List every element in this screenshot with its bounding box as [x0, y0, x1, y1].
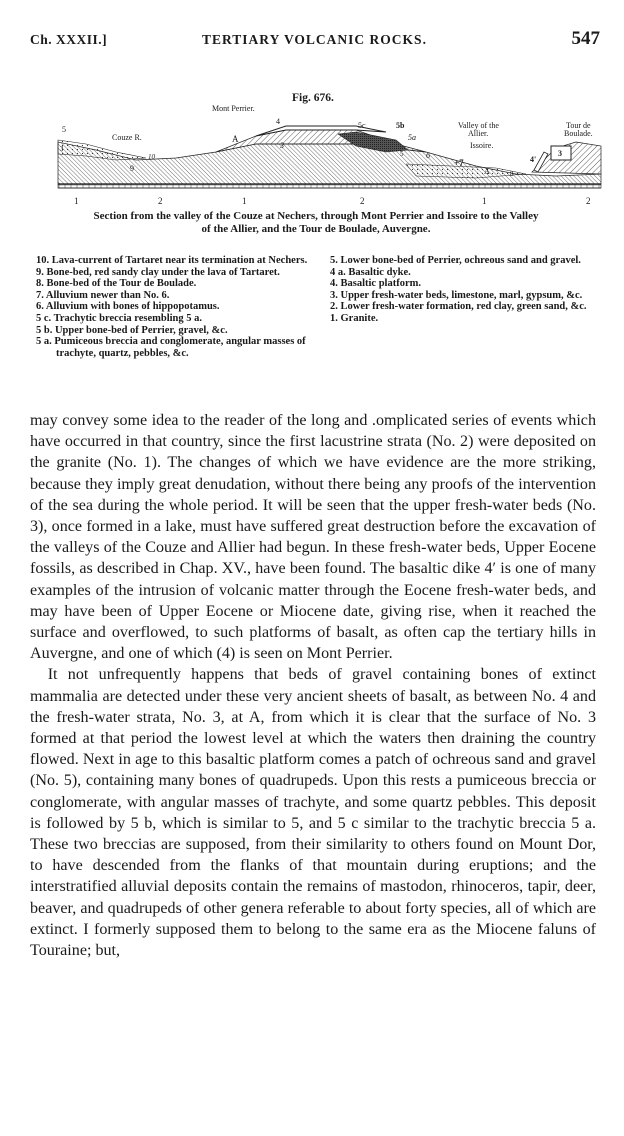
- figure-caption: [26, 210, 606, 236]
- legend-item: 1. Granite.: [330, 312, 379, 324]
- label-tour-de: Tour de: [566, 121, 591, 130]
- paragraph-1: may convey some idea to the reader of the long and .omplicated series of events which have occurred in that country, since the first lacustrine strata (No. 2) were deposited on the granite (No. 1). The changes of which we have evidence are the more striking, because they imply great denudation, without there being any proofs of the intervention of the sea during the whole period. It will be seen that the upper fresh-water beds (No. 3), once formed in a lake, must have suffered great destruction before the excavation of the valleys of the Couze and Allier had begun. In these fresh-water beds, Upper Eocene fossils, as described in Chap. XV., have been found. The basaltic dike 4′ is one of many examples of the intrusion of volcanic matter through the Eocene fresh-water beds, and may have been of Upper Eocene or Miocene date, giving rise, when it reached the surface and overflowed, to such platforms of basalt, as often cap the tertiary hills in Auvergne, and one of which (4) is seen on Mont Perrier.: [30, 412, 596, 663]
- legend-item: 6. Alluvium with bones of hippopotamus.: [36, 301, 220, 313]
- running-title: TERTIARY VOLCANIC ROCKS.: [202, 32, 427, 47]
- label-9: 9: [130, 164, 134, 173]
- legend-item: 10. Lava-current of Tartaret near its termination at Nechers.: [36, 255, 308, 266]
- legend-item: 3. Upper fresh-water beds, limestone, marl, gypsum, &c.: [330, 289, 583, 301]
- label-mont-perrier: Mont Perrier.: [212, 104, 255, 113]
- base-label-1b: 1: [242, 196, 247, 206]
- legend-item: 2. Lower fresh-water formation, red clay, green sand, &c.: [330, 301, 587, 313]
- label-allier: Allier.: [468, 129, 489, 138]
- label-issoire: Issoire.: [470, 141, 494, 150]
- label-boulade: Boulade.: [564, 129, 593, 138]
- base-label-1c: 1: [482, 196, 487, 206]
- caption-line-1: Section from the valley of the Couze at Nechers, through Mont Perrier and Issoire to the Valley: [93, 210, 539, 222]
- legend-item: 7. Alluvium newer than No. 6.: [36, 289, 170, 301]
- label-5-mid: 5: [400, 150, 404, 158]
- legend-item: 5. Lower bone-bed of Perrier, ochreous sand and gravel.: [330, 255, 581, 266]
- base-label-2a: 2: [158, 196, 163, 206]
- legend-item: 5 c. Trachytic breccia resembling 5 a.: [36, 312, 203, 324]
- figure-label: Fig. 676.: [292, 92, 334, 104]
- caption-line-2: of the Allier, and the Tour de Boulade, Auvergne.: [201, 223, 431, 235]
- label-3-right: 3: [558, 149, 562, 158]
- label-5-left: 5: [62, 125, 66, 134]
- legend-item: 8. Bone-bed of the Tour de Boulade.: [36, 278, 197, 290]
- label-6: 6: [426, 151, 430, 160]
- chapter-ref: Ch. XXXII.]: [30, 32, 108, 47]
- page-number: 547: [571, 28, 600, 49]
- label-valley-of-the: Valley of the: [458, 121, 499, 130]
- legend-item: 5 a. Pumiceous breccia and conglomerate, angular masses of trachyte, quartz, pebbles, &c.: [36, 336, 306, 359]
- section-drawing: [56, 104, 604, 212]
- paragraph-2: It not unfrequently happens that beds of gravel containing bones of extinct mammalia are detected under these very ancient sheets of basalt, as between No. 4 and the fresh-water strata, No. 3, at A, from which it is clear that the surface of No. 3 formed at that period the lowest level at which the waters then draining the country flowed. Next in age to this basaltic platform comes a patch of ochreous sand and gravel (No. 5), containing many bones of quadrupeds. Upon this rests a pumiceous breccia or conglomerate, with angular masses of trachyte, and some quartz pebbles. This deposit is followed by 5 b, which is similar to 5, and 5 c similar to the trachytic breccia 5 a. These two breccias are supposed, from their similarity to others found on Mount Dor, to have descended from the flanks of that mountain during eruptions; and the interstratified alluvial deposits contain the remains of mastodon, rhinoceros, tapir, deer, beaver, and quadrupeds of other genera referable to about forty species, all of which are extinct. I formerly supposed them to belong to the same era as the Miocene faluns of Touraine; but,: [30, 666, 596, 960]
- label-10: 10: [148, 153, 155, 161]
- lower-freshwater-stratum: [58, 142, 601, 184]
- label-3-mid: 3: [280, 141, 284, 150]
- label-5c: 5c: [358, 121, 366, 130]
- legend-item: 4. Basaltic platform.: [330, 278, 421, 290]
- body-text: [30, 410, 596, 961]
- label-5b: 5b: [396, 121, 405, 130]
- geological-section-figure: [56, 104, 604, 212]
- label-8: 8: [510, 170, 514, 178]
- base-label-2b: 2: [360, 196, 365, 206]
- label-A-left: A: [232, 134, 239, 144]
- label-A-right: A: [484, 167, 490, 176]
- legend-item: 4 a. Basaltic dyke.: [330, 266, 411, 278]
- label-7: +7: [454, 158, 464, 168]
- base-label-2c: 2: [586, 196, 591, 206]
- label-3-left: 3: [60, 145, 64, 153]
- label-4: 4: [276, 117, 280, 126]
- running-header: [30, 28, 600, 56]
- granite-stratum: [58, 184, 601, 188]
- legend-left-column: [36, 255, 318, 359]
- legend-item: 9. Bone-bed, red sandy clay under the lava of Tartaret.: [36, 266, 280, 278]
- legend-item: 5 b. Upper bone-bed of Perrier, gravel, &c.: [36, 324, 228, 336]
- base-label-1a: 1: [74, 196, 79, 206]
- label-4-prime: 4': [530, 155, 537, 164]
- label-5a: 5a: [408, 133, 416, 142]
- label-couze: Couze R.: [112, 133, 142, 142]
- legend-right-column: [330, 255, 600, 325]
